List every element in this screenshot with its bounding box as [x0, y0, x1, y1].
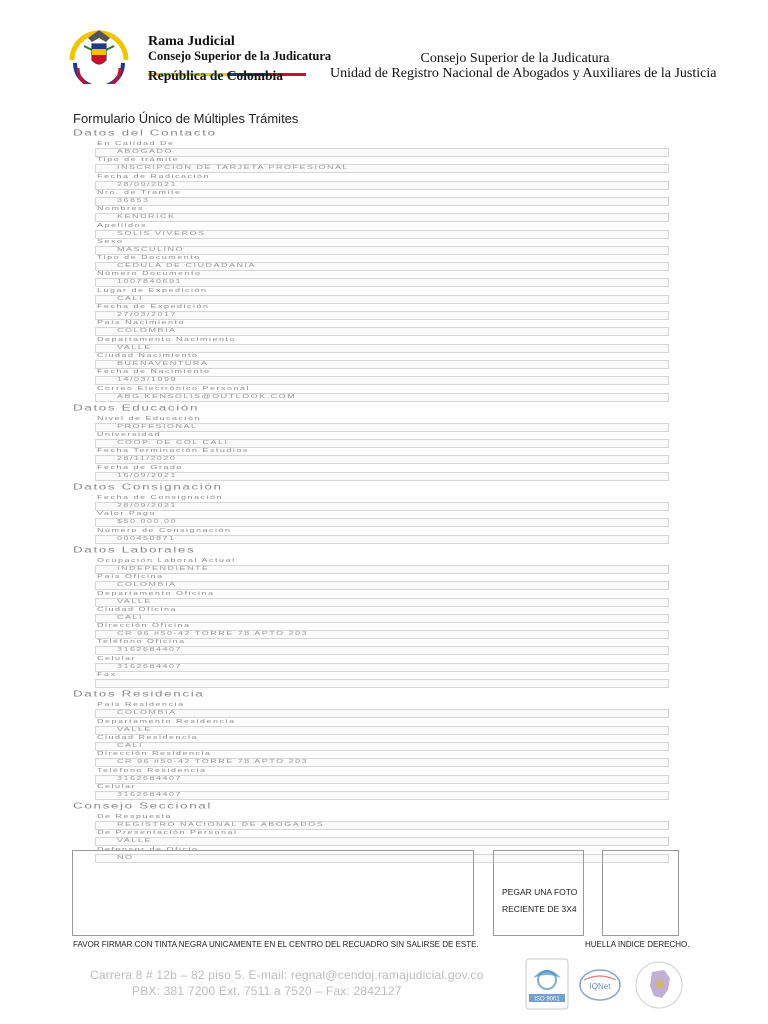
- form-field: [95, 463, 669, 482]
- field-label: Nombres: [97, 205, 145, 212]
- form-field: [95, 188, 669, 207]
- field-value-box[interactable]: [95, 327, 669, 336]
- field-value: VALLE: [117, 725, 152, 732]
- svg-text:IQNet: IQNet: [589, 982, 611, 991]
- field-value-box[interactable]: [95, 376, 669, 385]
- field-value-box[interactable]: [95, 709, 669, 718]
- field-value: VALLE: [117, 837, 152, 844]
- field-label: Defensor de Oficio: [97, 845, 199, 852]
- field-value: MASCULINO: [117, 245, 185, 252]
- field-label: Tipo de Documento: [97, 254, 201, 261]
- footer-address: Carrera 8 # 12b – 82 piso 5. E-mail: regnal@cendoj.ramajudicial.gov.co: [90, 968, 484, 982]
- form-field: [95, 640, 669, 656]
- field-label: Número Documento: [97, 270, 202, 277]
- signature-box[interactable]: [72, 850, 474, 936]
- field-value-box[interactable]: [95, 213, 669, 222]
- field-label: Departamento Oficina: [97, 589, 215, 596]
- field-label: Número de Consignación: [97, 526, 232, 533]
- photo-box[interactable]: [493, 850, 584, 936]
- field-value: 28/11/2020: [117, 455, 177, 462]
- field-label: Teléfono Residencia: [97, 766, 207, 773]
- field-value: PROFESIONAL: [117, 422, 198, 429]
- header-title-2: Unidad de Registro Nacional de Abogados y Auxiliares de la Justicia: [330, 66, 717, 81]
- form-field: [95, 384, 669, 403]
- svg-text:ISO 9001: ISO 9001: [534, 996, 560, 1003]
- field-label: Departamento Nacimiento: [97, 335, 237, 342]
- form-field: [95, 766, 669, 785]
- field-value: COLOMBIA: [117, 327, 177, 334]
- field-value: 3162684407: [117, 774, 183, 781]
- field-value: BUENAVENTURA: [117, 359, 209, 367]
- section-title: Datos del Contacto: [73, 128, 217, 138]
- form-field: [95, 321, 669, 337]
- field-label: Lugar de Expedición: [97, 286, 208, 293]
- fingerprint-caption: HUELLA INDICE DERECHO.: [585, 940, 690, 949]
- field-value-box[interactable]: [95, 197, 669, 206]
- form-title: Formulario Único de Múltiples Trámites: [73, 111, 299, 126]
- field-value: 14/03/1999: [117, 376, 178, 383]
- field-value: VALLE: [117, 343, 152, 350]
- field-value: SOLIS VIVEROS: [117, 229, 206, 236]
- field-value: NO: [117, 853, 134, 860]
- field-label: Nivel de Educación: [97, 414, 202, 421]
- field-label: De Presentación Personal: [97, 829, 238, 836]
- form-field: [95, 221, 669, 240]
- field-label: Valor Pago: [97, 510, 156, 517]
- field-value: 16/09/2021: [117, 471, 178, 478]
- form-field: [95, 752, 669, 768]
- photo-box-line-1: PEGAR UNA FOTO: [502, 887, 578, 897]
- field-value: COOP. DE COL CALI: [117, 439, 229, 446]
- field-label: Tipo de trámite: [97, 156, 180, 163]
- field-value: VALLE: [117, 597, 152, 604]
- form-field: [95, 556, 669, 575]
- field-value: 28/09/2021: [117, 180, 178, 187]
- field-value-box[interactable]: [95, 581, 669, 590]
- field-value: ABOGADO: [117, 148, 174, 155]
- field-label: Nro. de Tramite: [97, 188, 182, 196]
- field-value-box[interactable]: [95, 535, 669, 544]
- field-value-box[interactable]: [95, 472, 669, 481]
- field-value-box[interactable]: [95, 502, 669, 511]
- field-label: Teléfono Oficina: [97, 638, 186, 645]
- field-value: COLOMBIA: [117, 709, 177, 716]
- form-field: [95, 654, 669, 673]
- section-title: Datos Laborales: [73, 544, 196, 555]
- field-label: Ocupación Laboral Actual: [97, 556, 236, 564]
- form-field: [95, 512, 669, 528]
- field-value: 3162684407: [117, 790, 183, 797]
- field-label: País Oficina: [97, 573, 164, 580]
- field-value-box[interactable]: [95, 148, 669, 157]
- field-label: Ciudad Nacimiento: [97, 351, 199, 359]
- field-value: 3162684407: [117, 662, 183, 669]
- header-title-1: Consejo Superior de la Judicatura: [420, 51, 610, 66]
- flag-color-bar: [148, 63, 306, 66]
- field-value: INDEPENDIENTE: [117, 564, 210, 572]
- org-line-rama-judicial: Rama Judicial: [148, 34, 235, 49]
- field-label: Celular: [97, 654, 137, 661]
- field-label: Departamento Residencia: [97, 717, 236, 724]
- field-label: Fecha de Radicación: [97, 172, 211, 179]
- field-value: REGISTRO NACIONAL DE ABOGADOS: [117, 821, 325, 828]
- field-value: 000450871: [117, 534, 176, 541]
- field-value: KENDRICK: [117, 213, 176, 220]
- field-value-box[interactable]: [95, 518, 669, 527]
- field-label: Fecha de Consignación: [97, 494, 224, 501]
- field-label: De Respuesta: [97, 813, 173, 820]
- iso-9001-certification-icon: [525, 958, 569, 1010]
- field-value: COLOMBIA: [117, 581, 177, 588]
- colombia-coat-of-arms-icon: [66, 20, 132, 84]
- field-value: 36853: [117, 196, 150, 204]
- field-label: Dirección Oficina: [97, 622, 191, 629]
- form-field: [95, 673, 669, 689]
- field-label: Ciudad Residencia: [97, 733, 199, 741]
- field-label: Dirección Residencia: [97, 750, 212, 757]
- section-title: Datos Educación: [73, 402, 200, 413]
- photo-box-line-2: RECIENTE DE 3X4: [502, 904, 577, 914]
- field-value: 3162684407: [117, 646, 183, 653]
- field-label: Ciudad Oficina: [97, 605, 178, 612]
- field-label: Correo Electrónico Personal: [97, 384, 251, 391]
- field-label: Sexo: [97, 237, 124, 244]
- footer-phone: PBX: 381 7200 Ext. 7511 a 7520 – Fax: 2842127: [132, 984, 402, 998]
- field-value: ABG.KENSOLIS@OUTLOOK.COM: [117, 392, 297, 399]
- form-field: [95, 449, 669, 465]
- form-field: [95, 526, 669, 545]
- field-label: Fecha de Expedición: [97, 303, 210, 310]
- form-field: [95, 370, 669, 386]
- field-label: Celular: [97, 782, 137, 789]
- field-value: $50.000,00: [117, 518, 178, 525]
- field-label: Fax: [97, 671, 117, 678]
- form-field: [95, 158, 669, 174]
- field-label: Fecha de Nacimiento: [97, 368, 211, 375]
- form-field: [95, 703, 669, 719]
- section-title: Consejo Seccional: [73, 801, 213, 811]
- field-label: País Residencia: [97, 701, 185, 708]
- form-field: [95, 831, 669, 847]
- field-value: CR 96 #50-42 TORRE 78 APTO 203: [117, 758, 309, 765]
- form-field: [95, 589, 669, 608]
- org-line-consejo: Consejo Superior de la Judicatura: [148, 49, 332, 63]
- org-line-republica: República de Colombia: [148, 68, 284, 83]
- form-field: [95, 207, 669, 223]
- field-value: CALI: [117, 741, 144, 749]
- field-value: CALI: [117, 294, 144, 301]
- signature-caption: FAVOR FIRMAR CON TINTA NEGRA UNICAMENTE EN EL CENTRO DEL RECUADRO SIN SALIRSE DE ESTE.: [73, 940, 479, 949]
- field-value: 1007840691: [117, 278, 183, 285]
- colombia-map-seal-icon: [634, 960, 684, 1010]
- field-value: CÉDULA DE CIUDADANÍA: [117, 262, 257, 269]
- field-value-box[interactable]: [95, 679, 669, 688]
- field-value: INSCRIPCIÓN DE TARJETA PROFESIONAL: [117, 164, 350, 171]
- field-label: Universidad: [97, 431, 162, 438]
- field-value: 27/03/2017: [117, 311, 178, 318]
- form-field: [95, 782, 669, 801]
- field-value: CALI: [117, 613, 144, 620]
- section-title: Datos Residencia: [73, 689, 205, 699]
- field-value-box[interactable]: [95, 598, 669, 607]
- section-title: Datos Consignación: [73, 482, 223, 492]
- field-label: En Calidad De: [97, 140, 175, 147]
- field-value: 28/09/2021: [117, 502, 178, 509]
- field-label: Fecha Terminación Estudios: [97, 447, 249, 454]
- field-label: Fecha de Grado: [97, 463, 184, 470]
- form-body: [73, 128, 671, 860]
- field-value: CR 96 #50-42 TORRE 78 APTO 203: [117, 630, 309, 637]
- form-field: [95, 575, 669, 591]
- iqnet-certification-icon: [578, 968, 622, 1002]
- fingerprint-box[interactable]: [602, 850, 679, 936]
- form-field: [95, 414, 669, 433]
- field-label: Apellidos: [97, 221, 148, 228]
- form-field: [95, 496, 669, 512]
- field-label: País Nacimiento: [97, 319, 186, 326]
- form-field: [95, 142, 669, 158]
- form-field: [95, 272, 669, 288]
